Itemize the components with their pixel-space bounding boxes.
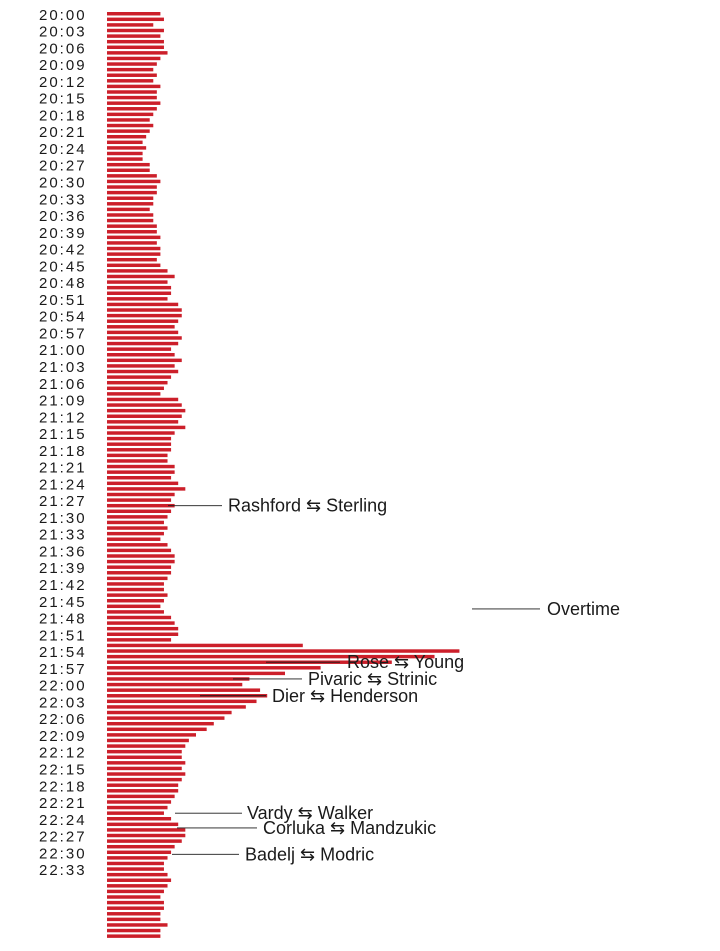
bar bbox=[107, 537, 160, 540]
time-tick-label: 20:51 bbox=[39, 291, 87, 309]
time-tick-label: 22:18 bbox=[39, 778, 87, 796]
time-tick-label: 20:15 bbox=[39, 90, 87, 108]
bar bbox=[107, 286, 171, 289]
bar bbox=[107, 633, 178, 636]
bar bbox=[107, 157, 143, 160]
bar bbox=[107, 269, 168, 272]
time-tick-label: 20:27 bbox=[39, 157, 87, 175]
time-tick-label: 21:39 bbox=[39, 560, 87, 578]
bar bbox=[107, 213, 153, 216]
bar bbox=[107, 202, 153, 205]
bar bbox=[107, 107, 157, 110]
bar bbox=[107, 795, 175, 798]
bar bbox=[107, 280, 168, 283]
bar bbox=[107, 169, 150, 172]
bar bbox=[107, 146, 146, 149]
bar bbox=[107, 163, 150, 166]
bar bbox=[107, 526, 168, 529]
time-tick-label: 20:36 bbox=[39, 208, 87, 226]
time-tick-label: 22:27 bbox=[39, 828, 87, 846]
bar bbox=[107, 918, 160, 921]
bar bbox=[107, 437, 171, 440]
bar bbox=[107, 834, 185, 837]
bar bbox=[107, 728, 207, 731]
time-tick-label: 21:18 bbox=[39, 442, 87, 460]
time-tick-label: 22:12 bbox=[39, 744, 87, 762]
bar bbox=[107, 470, 175, 473]
bar bbox=[107, 370, 178, 373]
bar bbox=[107, 264, 160, 267]
bar bbox=[107, 778, 182, 781]
bar bbox=[107, 582, 164, 585]
bar bbox=[107, 129, 150, 132]
bar bbox=[107, 224, 157, 227]
bar bbox=[107, 800, 171, 803]
bar bbox=[107, 884, 168, 887]
bar bbox=[107, 482, 178, 485]
bar bbox=[107, 96, 157, 99]
bar bbox=[107, 308, 182, 311]
time-axis-ticks bbox=[39, 7, 87, 879]
bar bbox=[107, 845, 175, 848]
time-tick-label: 22:21 bbox=[39, 795, 87, 813]
bar bbox=[107, 599, 164, 602]
bar bbox=[107, 431, 175, 434]
bar bbox=[107, 465, 175, 468]
bar bbox=[107, 593, 168, 596]
bar bbox=[107, 733, 196, 736]
bar bbox=[107, 856, 168, 859]
bar bbox=[107, 403, 182, 406]
time-tick-label: 20:09 bbox=[39, 57, 87, 75]
bar bbox=[107, 62, 157, 65]
time-tick-label: 21:03 bbox=[39, 358, 87, 376]
bar bbox=[107, 772, 185, 775]
bar bbox=[107, 46, 164, 49]
time-tick-label: 21:24 bbox=[39, 476, 87, 494]
annotation-label: Rashford ⇆ Sterling bbox=[228, 495, 388, 516]
time-tick-label: 21:36 bbox=[39, 543, 87, 561]
time-tick-label: 22:00 bbox=[39, 677, 87, 695]
time-tick-label: 22:33 bbox=[39, 862, 87, 880]
time-tick-label: 21:33 bbox=[39, 526, 87, 544]
time-tick-label: 21:15 bbox=[39, 426, 87, 444]
bar bbox=[107, 672, 285, 675]
bar bbox=[107, 314, 182, 317]
bar bbox=[107, 571, 171, 574]
bar bbox=[107, 588, 164, 591]
time-tick-label: 22:30 bbox=[39, 845, 87, 863]
bar bbox=[107, 616, 171, 619]
bar bbox=[107, 811, 164, 814]
bar bbox=[107, 387, 164, 390]
bar bbox=[107, 756, 182, 759]
bar bbox=[107, 448, 171, 451]
bar bbox=[107, 666, 321, 669]
bar bbox=[107, 543, 168, 546]
bar bbox=[107, 560, 175, 563]
bar bbox=[107, 901, 164, 904]
bar bbox=[107, 73, 157, 76]
bar bbox=[107, 40, 164, 43]
bar bbox=[107, 359, 182, 362]
bar bbox=[107, 923, 168, 926]
time-tick-label: 20:30 bbox=[39, 174, 87, 192]
bar bbox=[107, 493, 175, 496]
bar bbox=[107, 292, 171, 295]
bar bbox=[107, 135, 146, 138]
time-tick-label: 20:06 bbox=[39, 40, 87, 58]
time-tick-label: 21:42 bbox=[39, 577, 87, 595]
bar bbox=[107, 521, 164, 524]
bar bbox=[107, 196, 153, 199]
bar bbox=[107, 118, 150, 121]
bar bbox=[107, 375, 171, 378]
time-tick-label: 21:57 bbox=[39, 660, 87, 678]
bar bbox=[107, 426, 185, 429]
time-tick-label: 20:24 bbox=[39, 140, 87, 158]
bar bbox=[107, 565, 171, 568]
bar bbox=[107, 510, 171, 513]
bar bbox=[107, 398, 178, 401]
time-tick-label: 21:48 bbox=[39, 610, 87, 628]
bar bbox=[107, 113, 153, 116]
bar bbox=[107, 817, 171, 820]
time-tick-label: 20:33 bbox=[39, 191, 87, 209]
time-tick-label: 20:18 bbox=[39, 107, 87, 125]
bar bbox=[107, 180, 160, 183]
time-tick-label: 21:12 bbox=[39, 409, 87, 427]
annotation-label: Overtime bbox=[547, 598, 621, 619]
bar bbox=[107, 688, 260, 691]
bar bbox=[107, 297, 168, 300]
time-tick-label: 20:54 bbox=[39, 308, 87, 326]
annotation-label: Pivaric ⇆ Strinic bbox=[308, 668, 438, 689]
bar bbox=[107, 236, 160, 239]
bar bbox=[107, 605, 160, 608]
bar-series bbox=[107, 12, 459, 938]
bar bbox=[107, 381, 168, 384]
time-tick-label: 22:24 bbox=[39, 811, 87, 829]
annotation-label: Badelj ⇆ Modric bbox=[245, 844, 375, 865]
annotation-label: Rose ⇆ Young bbox=[347, 652, 465, 673]
bar bbox=[107, 700, 257, 703]
bar bbox=[107, 90, 157, 93]
time-tick-label: 21:06 bbox=[39, 375, 87, 393]
bar bbox=[107, 906, 164, 909]
bar bbox=[107, 851, 171, 854]
bar bbox=[107, 476, 171, 479]
bar bbox=[107, 638, 171, 641]
time-tick-label: 20:00 bbox=[39, 6, 87, 24]
time-tick-label: 22:15 bbox=[39, 761, 87, 779]
bar bbox=[107, 610, 164, 613]
bar bbox=[107, 364, 175, 367]
time-tick-label: 21:30 bbox=[39, 509, 87, 527]
bar bbox=[107, 241, 157, 244]
bar bbox=[107, 174, 157, 177]
bar bbox=[107, 549, 171, 552]
time-tick-label: 20:45 bbox=[39, 258, 87, 276]
bar bbox=[107, 454, 168, 457]
bar bbox=[107, 409, 185, 412]
bar bbox=[107, 498, 171, 501]
bar bbox=[107, 68, 153, 71]
bar bbox=[107, 621, 175, 624]
bar bbox=[107, 185, 157, 188]
bar bbox=[107, 325, 175, 328]
bar bbox=[107, 230, 157, 233]
bar bbox=[107, 722, 214, 725]
annotation-label: Dier ⇆ Henderson bbox=[272, 685, 419, 706]
time-tick-label: 21:09 bbox=[39, 392, 87, 410]
bar bbox=[107, 442, 171, 445]
bar bbox=[107, 705, 246, 708]
bar bbox=[107, 644, 303, 647]
bar bbox=[107, 57, 160, 60]
time-tick-label: 20:57 bbox=[39, 325, 87, 343]
bar bbox=[107, 783, 178, 786]
bar bbox=[107, 208, 150, 211]
bar bbox=[107, 85, 160, 88]
bar bbox=[107, 862, 164, 865]
time-tick-label: 21:51 bbox=[39, 627, 87, 645]
bar bbox=[107, 532, 164, 535]
time-tick-label: 21:54 bbox=[39, 644, 87, 662]
time-tick-label: 21:27 bbox=[39, 493, 87, 511]
bar bbox=[107, 711, 232, 714]
annotation-label: Corluka ⇆ Mandzukic bbox=[263, 817, 437, 838]
time-tick-label: 20:39 bbox=[39, 224, 87, 242]
bar bbox=[107, 347, 171, 350]
bar bbox=[107, 353, 175, 356]
bar bbox=[107, 554, 175, 557]
bar bbox=[107, 487, 185, 490]
bar bbox=[107, 761, 185, 764]
bar bbox=[107, 252, 160, 255]
bar bbox=[107, 504, 175, 507]
bar bbox=[107, 275, 175, 278]
bar bbox=[107, 912, 160, 915]
time-tick-label: 22:09 bbox=[39, 727, 87, 745]
time-tick-label: 20:42 bbox=[39, 241, 87, 259]
time-tick-label: 20:48 bbox=[39, 275, 87, 293]
bar bbox=[107, 627, 178, 630]
bar bbox=[107, 420, 178, 423]
bar bbox=[107, 459, 168, 462]
bar bbox=[107, 895, 160, 898]
bar bbox=[107, 219, 153, 222]
bar bbox=[107, 934, 160, 937]
bar bbox=[107, 191, 157, 194]
bar bbox=[107, 23, 153, 26]
bar bbox=[107, 750, 182, 753]
bar bbox=[107, 879, 171, 882]
bar bbox=[107, 152, 143, 155]
bar bbox=[107, 124, 153, 127]
bar bbox=[107, 342, 178, 345]
bar bbox=[107, 141, 143, 144]
bar bbox=[107, 29, 164, 32]
bar bbox=[107, 12, 160, 15]
bar bbox=[107, 101, 160, 104]
bar bbox=[107, 415, 182, 418]
time-tick-label: 22:06 bbox=[39, 711, 87, 729]
bar bbox=[107, 789, 178, 792]
time-tick-label: 21:45 bbox=[39, 593, 87, 611]
bar bbox=[107, 683, 242, 686]
time-tick-label: 20:03 bbox=[39, 23, 87, 41]
bar bbox=[107, 739, 189, 742]
bar bbox=[107, 319, 178, 322]
bar bbox=[107, 247, 160, 250]
bar bbox=[107, 767, 182, 770]
bar bbox=[107, 34, 160, 37]
bar bbox=[107, 51, 168, 54]
time-tick-label: 21:00 bbox=[39, 342, 87, 360]
annotation-label: Vardy ⇆ Walker bbox=[247, 803, 374, 824]
bar bbox=[107, 258, 157, 261]
bar bbox=[107, 515, 168, 518]
bar bbox=[107, 716, 224, 719]
time-tick-label: 20:21 bbox=[39, 124, 87, 142]
bar bbox=[107, 79, 153, 82]
bar bbox=[107, 828, 185, 831]
bar bbox=[107, 677, 249, 680]
bar bbox=[107, 806, 168, 809]
bar bbox=[107, 744, 185, 747]
bar bbox=[107, 867, 164, 870]
bar bbox=[107, 839, 182, 842]
time-tick-label: 21:21 bbox=[39, 459, 87, 477]
bar bbox=[107, 577, 168, 580]
bar bbox=[107, 336, 182, 339]
bar bbox=[107, 929, 160, 932]
bar bbox=[107, 331, 178, 334]
time-tick-label: 22:03 bbox=[39, 694, 87, 712]
bar bbox=[107, 303, 178, 306]
time-tick-label: 20:12 bbox=[39, 73, 87, 91]
bar bbox=[107, 392, 160, 395]
bar bbox=[107, 18, 164, 21]
bar bbox=[107, 873, 168, 876]
bar bbox=[107, 823, 178, 826]
bar bbox=[107, 890, 164, 893]
